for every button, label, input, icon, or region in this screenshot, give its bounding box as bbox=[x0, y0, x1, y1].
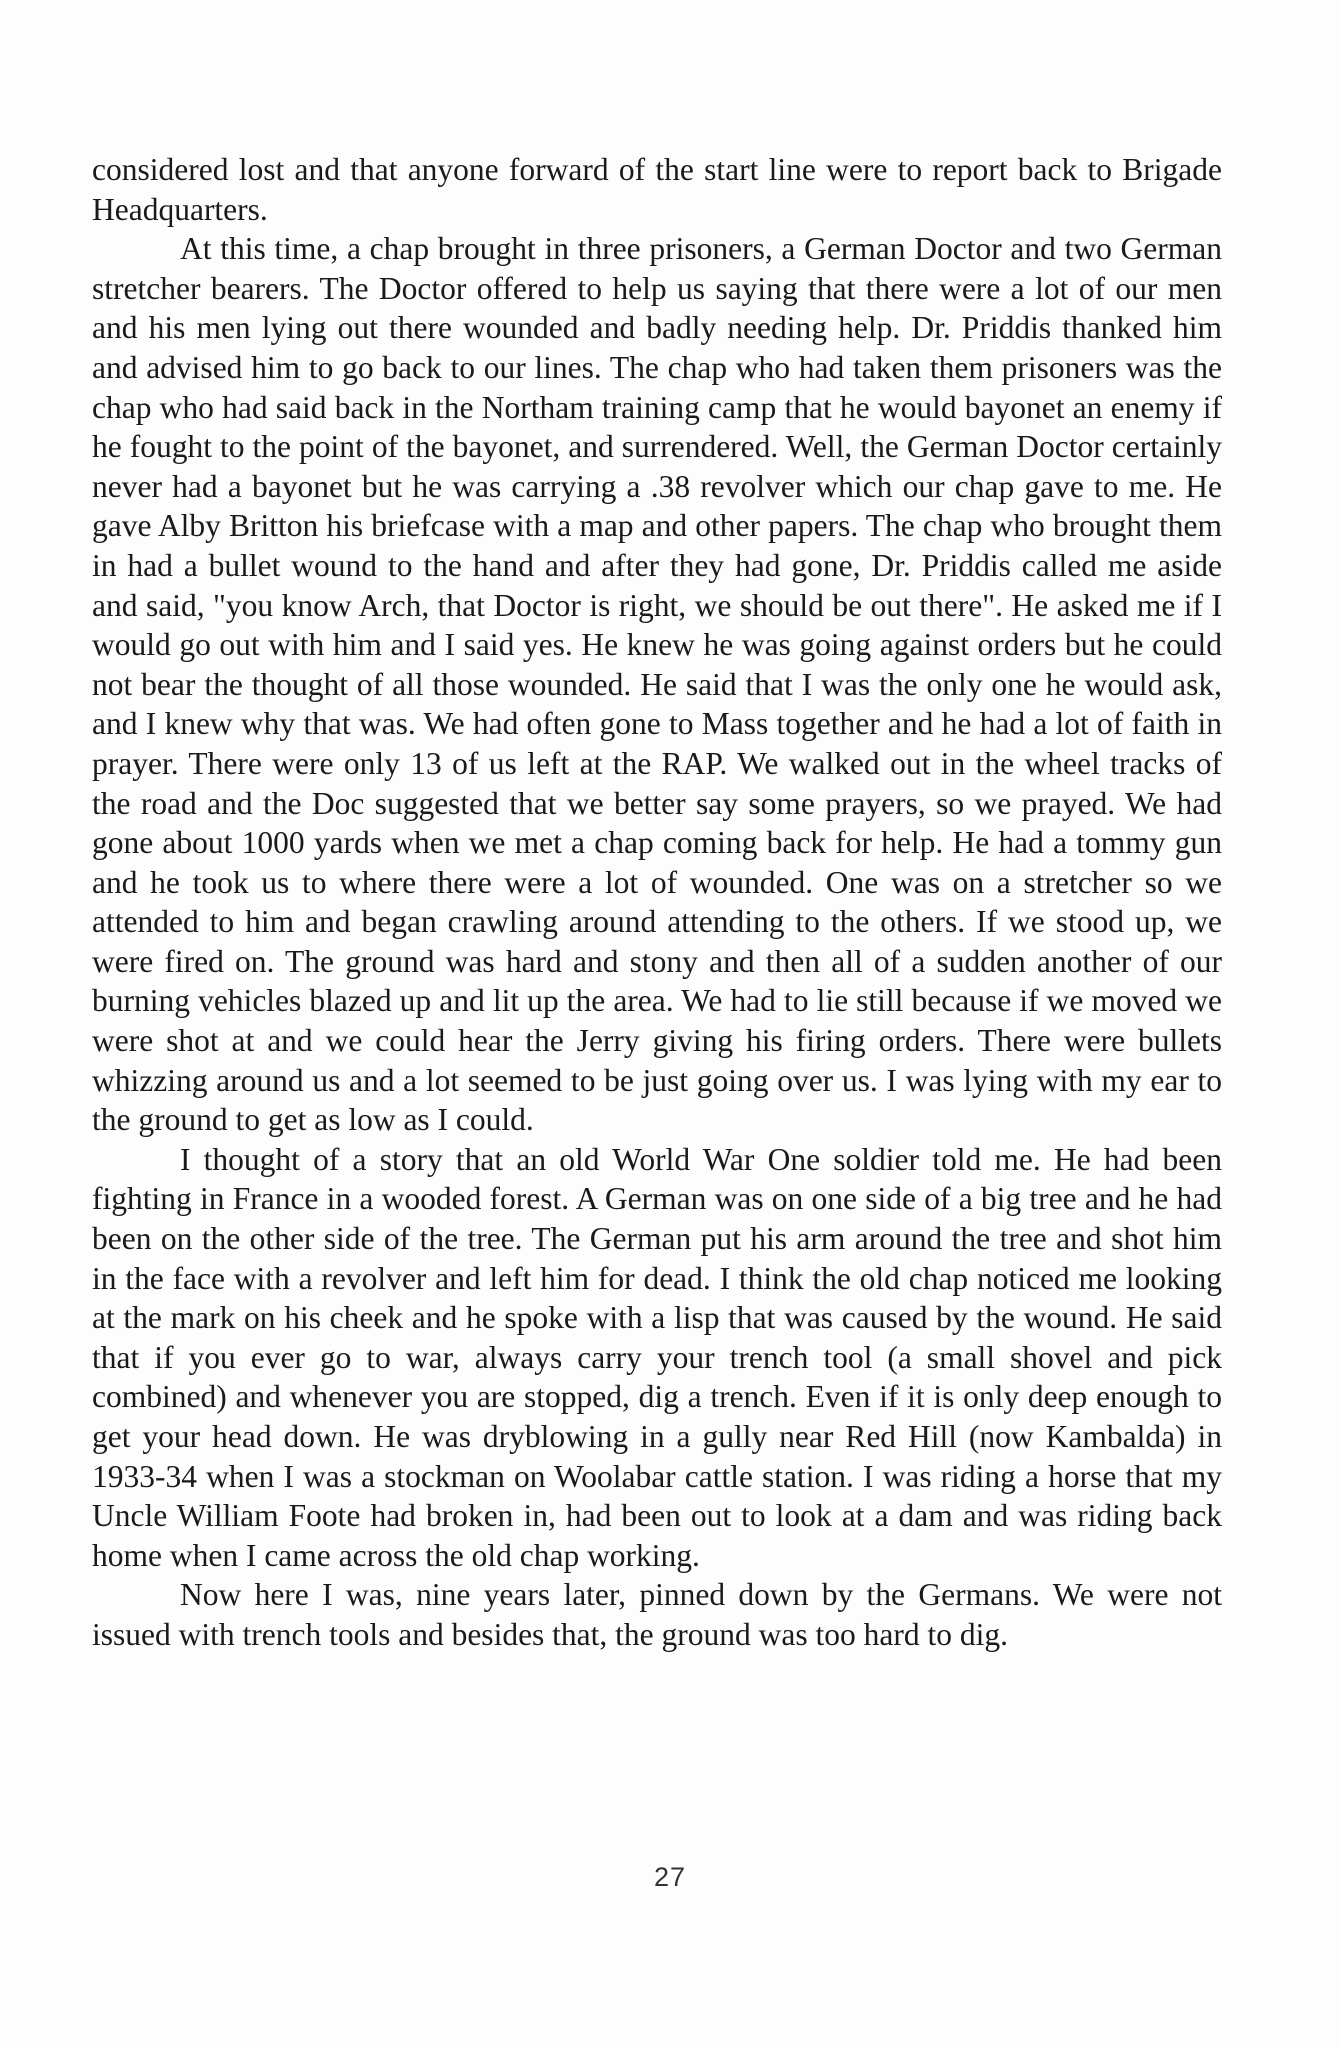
body-text bbox=[92, 150, 1222, 1655]
paragraph-1: considered lost and that anyone forward of the start line were to report back to Brigade Headquarters. bbox=[92, 152, 1222, 227]
page-number: 27 bbox=[653, 1862, 687, 1892]
paragraph-3: I thought of a story that an old World War One soldier told me. He had been fighting in France in a wooded forest. A German was on one side of a big tree and he had been on the other side of the tree. The German put his arm around the tree and shot him in the face with a revolver and left him for dead. I think the old chap noticed me looking at the mark on his cheek and he spoke with a lisp that was caused by the wound. He said that if you ever go to war, always carry your trench tool (a small shovel and pick combined) and whenever you are stopped, dig a trench. Even if it is only deep enough to get your head down. He was dryblowing in a gully near Red Hill (now Kambalda) in 1933-34 when I was a stockman on Woolabar cattle station. I was riding a horse that my Uncle William Foote had broken in, had been out to look at a dam and was riding back home when I came across the old chap working. bbox=[92, 1141, 1222, 1573]
paragraph-4: Now here I was, nine years later, pinned down by the Germans. We were not issued with trench tools and besides that, the ground was too hard to dig. bbox=[92, 1577, 1222, 1652]
paragraph-2: At this time, a chap brought in three prisoners, a German Doctor and two German stretcher bearers. The Doctor offered to help us saying that there were a lot of our men and his men lying out there wounded and badly needing help. Dr. Priddis thanked him and advised him to go back to our lines. The chap who had taken them prisoners was the chap who had said back in the Northam training camp that he would bayonet an enemy if he fought to the point of the bayonet, and surrendered. Well, the German Doctor certainly never had a bayonet but he was carrying a .38 revolver which our chap gave to me. He gave Alby Britton his briefcase with a map and other papers. The chap who brought them in had a bullet wound to the hand and after they had gone, Dr. Priddis called me aside and said, "you know Arch, that Doctor is right, we should be out there". He asked me if I would go out with him and I said yes. He knew he was going against orders but he could not bear the thought of all those wounded. He said that I was the only one he would ask, and I knew why that was. We had often gone to Mass together and he had a lot of faith in prayer. There were only 13 of us left at the RAP. We walked out in the wheel tracks of the road and the Doc suggested that we better say some prayers, so we prayed. We had gone about 1000 yards when we met a chap coming back for help. He had a tommy gun and he took us to where there were a lot of wounded. One was on a stretcher so we attended to him and began crawling around attending to the others. If we stood up, we were fired on. The ground was hard and stony and then all of a sudden another of our burning vehicles blazed up and lit up the area. We had to lie still because if we moved we were shot at and we could hear the Jerry giving his firing orders. There were bullets whizzing around us and a lot seemed to be just going over us. I was lying with my ear to the ground to get as low as I could. bbox=[92, 231, 1222, 1138]
